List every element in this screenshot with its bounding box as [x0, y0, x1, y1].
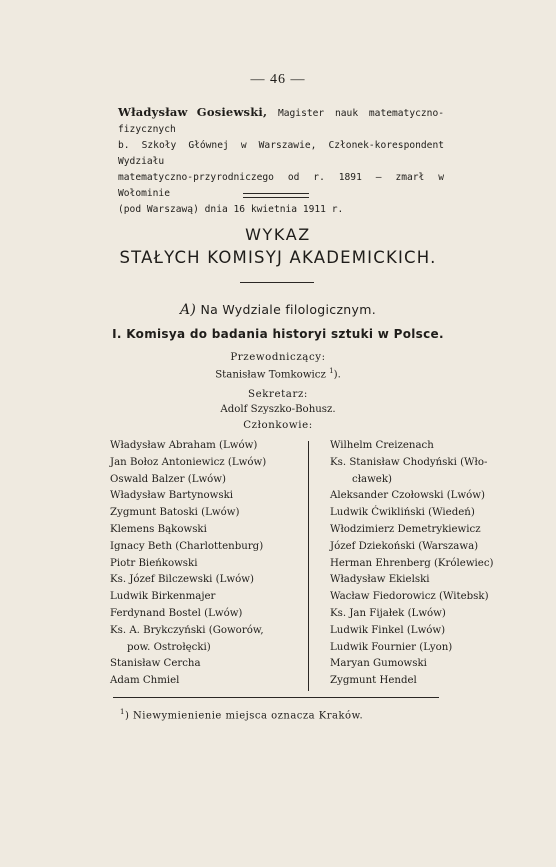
chair-label: Przewodniczący: [230, 352, 326, 363]
member-entry: Ks. A. Brykczyński (Goworów, [110, 624, 264, 636]
member-entry: Władysław Bartynowski [110, 490, 234, 502]
member-entry: Oswald Balzer (Lwów) [110, 473, 227, 485]
rule-divider [240, 282, 314, 283]
heading-wykaz: WYKAZ [245, 225, 311, 244]
member-entry: Ignacy Beth (Charlottenburg) [110, 540, 264, 552]
bio-line-4: (pod Warszawą) dnia 16 kwietnia 1911 r. [118, 204, 344, 215]
member-entry: Ferdynand Bostel (Lwów) [110, 607, 243, 619]
footnote [120, 708, 460, 721]
member-entry: Zygmunt Hendel [330, 675, 417, 687]
member-entry: Ludwik Fournier (Lyon) [330, 641, 453, 653]
member-entry: Piotr Bieńkowski [110, 557, 198, 569]
member-entry: Aleksander Czołowski (Lwów) [330, 490, 485, 502]
member-entry: Władysław Ekielski [330, 574, 430, 586]
bio-line-3: matematyczno-przyrodniczego od r. 1891 — zmarł w Wołominie [118, 172, 444, 199]
member-entry: Zygmunt Batoski (Lwów) [110, 507, 240, 519]
member-entry: Klemens Bąkowski [110, 523, 207, 535]
member-entry: Ludwik Finkel (Lwów) [330, 624, 446, 636]
member-entry: Maryan Gumowski [330, 658, 427, 670]
bio-line-1-text: Magister nauk matematyczno-fizycznych [118, 108, 444, 135]
footnote-rule [113, 697, 439, 698]
member-entry: Wacław Fiedorowicz (Witebsk) [330, 591, 489, 603]
member-entry: Ludwik Birkenmajer [110, 591, 216, 603]
member-entry: Ks. Jan Fijałek (Lwów) [330, 607, 446, 619]
chair-name-end: ). [333, 369, 341, 381]
member-entry: Ks. Stanisław Chodyński (Wło- [330, 456, 488, 468]
footnote-text: ) Niewymienienie miejsca oznacza Kraków. [124, 710, 364, 722]
member-entry: Włodzimierz Demetrykiewicz [330, 523, 481, 535]
member-entry: Wilhelm Creizenach [330, 440, 434, 451]
chair-footnote-mark: 1 [329, 367, 334, 375]
chair-name [0, 367, 556, 380]
member-entry: Herman Ehrenberg (Królewiec) [330, 557, 494, 569]
commission-title: I. Komisya do badania historyi sztuki w Polsce. [112, 327, 444, 341]
page-number: — 46 — [250, 72, 306, 87]
biography-note [118, 104, 444, 218]
secretary-label: Sekretarz: [248, 389, 308, 400]
bio-line-2: b. Szkoły Głównej w Warszawie, Członek-korespondent Wydziału [118, 140, 444, 167]
bio-line-1 [118, 104, 444, 138]
member-entry: Adam Chmiel [110, 675, 180, 687]
section-title [0, 302, 556, 318]
section-title-text: Na Wydziale filologicznym. [196, 302, 376, 317]
double-rule-divider [243, 193, 309, 198]
member-entry: Ks. Józef Bilczewski (Lwów) [110, 574, 254, 586]
bio-name: Władysław Gosiewski, [118, 105, 268, 119]
chair-name-text: Stanisław Tomkowicz [215, 369, 326, 381]
member-entry: Władysław Abraham (Lwów) [110, 440, 258, 451]
column-divider [308, 441, 309, 691]
member-entry: Stanisław Cercha [110, 658, 201, 670]
section-letter: A) [180, 302, 197, 318]
members-label: Członkowie: [243, 420, 313, 431]
member-entry-continuation: pow. Ostrołęcki) [127, 641, 211, 653]
members-left-column [110, 438, 300, 690]
secretary-name: Adolf Szyszko-Bohusz. [220, 404, 336, 415]
member-entry: Józef Dziekoński (Warszawa) [330, 540, 479, 552]
heading-stalych-komisyj: STAŁYCH KOMISYJ AKADEMICKICH. [119, 248, 437, 267]
members-right-column [330, 438, 510, 690]
member-entry: Ludwik Ćwikliński (Wiedeń) [330, 507, 475, 519]
member-entry-continuation: cławek) [352, 473, 392, 485]
footnote-mark: 1 [120, 708, 125, 716]
member-entry: Jan Bołoz Antoniewicz (Lwów) [110, 456, 267, 468]
